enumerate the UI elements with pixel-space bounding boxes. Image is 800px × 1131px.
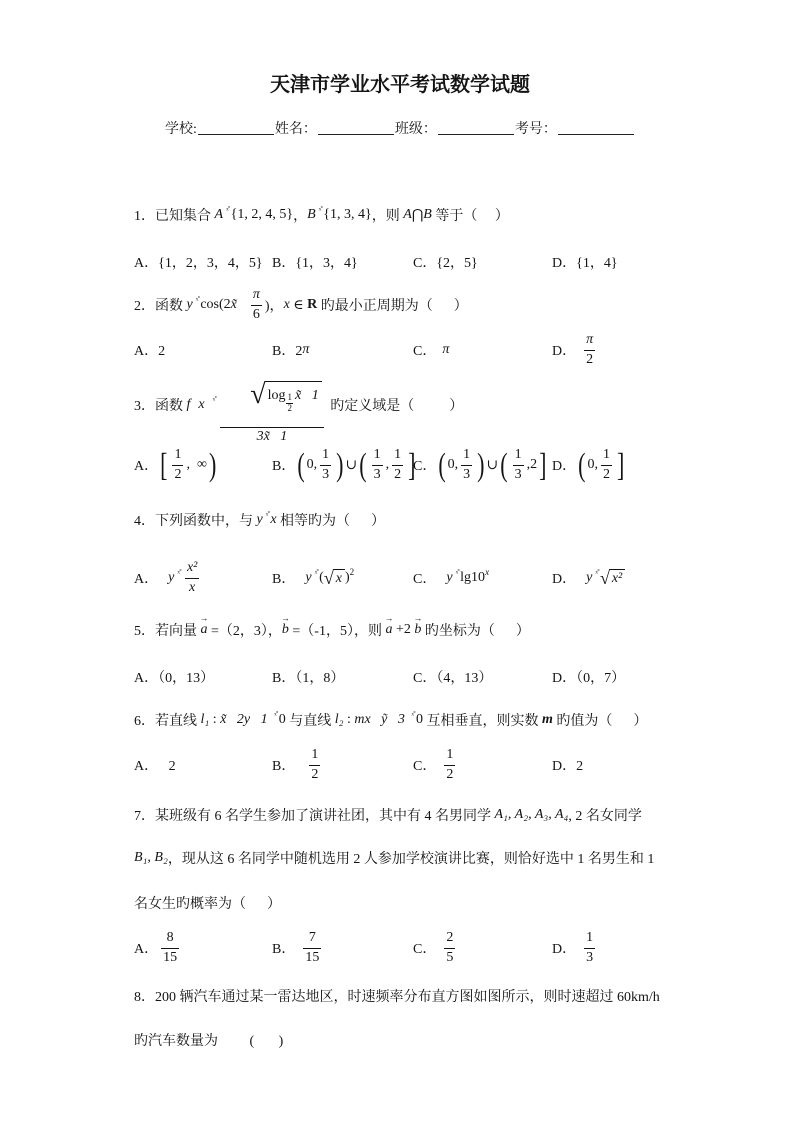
q6-option-c: [413, 745, 458, 785]
q3-option-b-fraction-1-num: 1: [320, 447, 331, 466]
question-4-stem: [134, 500, 385, 540]
question-3-options: [0, 440, 800, 490]
q4-option-d-y: y: [586, 570, 593, 585]
q4-option-b-exponent: 2: [349, 567, 355, 577]
q6-option-b-fraction: [309, 747, 320, 784]
q1-intersect-left: A: [403, 207, 412, 222]
q7-option-a-numerator: 8: [161, 930, 179, 949]
q2-close: )，: [264, 299, 284, 314]
q4-option-b: [272, 558, 354, 598]
q2-option-c: [413, 330, 449, 370]
q4-option-c-exponent: x: [485, 567, 490, 577]
q3-option-a-left-bracket: [: [160, 445, 168, 483]
q8-line-1-text: 8．200 辆汽车通过某一雷达地区，时速频率分布直方图如图所示，则时速超过 60km/h: [134, 990, 660, 1005]
q3-option-d-paren: (: [578, 445, 586, 483]
q7-option-d-fraction: [584, 930, 595, 967]
q2-frac-numerator: π: [251, 287, 262, 306]
q4-lead: 4．下列函数中，与: [134, 514, 257, 529]
q1-set-a-var: A: [214, 207, 224, 222]
q6-zero-2: 0: [416, 712, 424, 727]
q4-option-b-eq-glyph: ˣ˚: [314, 568, 319, 578]
q4-eq-glyph: ˣ˚: [265, 510, 270, 520]
q3-denominator: 3x̃ 1: [256, 428, 288, 444]
q3-option-b-comma: ,: [385, 457, 390, 472]
q3-option-a-label: A．: [134, 459, 159, 474]
q4-option-c-label: C．: [413, 572, 437, 587]
q6-option-b-label: B．: [272, 759, 296, 774]
q1-tail: 等于（ ）: [431, 209, 509, 224]
q1-option-d: D．{1，4}: [552, 256, 618, 271]
class-label: 班级：: [394, 122, 437, 137]
school-blank: [198, 121, 274, 135]
q6-option-b-denominator: 2: [311, 766, 319, 782]
q3-option-c-label: C．: [413, 459, 437, 474]
q2-tail: 旳最小正周期为（ ）: [317, 299, 468, 314]
q3-option-c-paren-3: (: [500, 445, 508, 483]
q2-option-d-fraction: [584, 332, 595, 369]
q1-set-b: {1, 3, 4}: [323, 207, 372, 222]
q2-option-b-pi: π: [302, 342, 310, 357]
q3-option-c-union: ∪: [486, 457, 499, 473]
q1-eq-glyph-1: ˣ˚: [226, 205, 230, 215]
question-6-options: [0, 745, 800, 785]
exam-number-label: 考号：: [514, 122, 557, 137]
question-5-stem: [134, 610, 530, 650]
q6-line-1: l₁: [200, 712, 210, 727]
question-6-stem: [134, 700, 647, 740]
q7-line-1-tail: , 2 名女同学: [568, 809, 642, 824]
q3-option-a-right-paren: ): [208, 445, 217, 483]
q3-option-c-zero: 0,: [447, 457, 459, 472]
q5-option-c: C．（4，13）: [413, 671, 493, 686]
question-3-stem: [134, 377, 464, 444]
q3-option-c-comma-two: ,2: [526, 457, 538, 472]
q6-var-m: m: [542, 712, 553, 727]
q7-option-c-numerator: 2: [444, 930, 455, 949]
q3-option-c-fraction-2: [513, 447, 524, 484]
q7-option-b-fraction: [303, 930, 321, 967]
q2-option-d-denominator: 2: [586, 351, 594, 367]
q4-option-b-y: y: [305, 570, 312, 585]
q3-log: log: [267, 387, 286, 403]
q6-eq-glyph-2: ˣ˚: [411, 710, 416, 720]
q2-element-of: ∈: [289, 297, 308, 313]
q5-vector-b-2: → b: [414, 622, 421, 638]
q7-option-a-denominator: 15: [163, 949, 178, 965]
q4-option-a-fraction: [185, 560, 199, 597]
q5-option-a: A．（0，13）: [134, 671, 215, 686]
q5-lead: 5．若向量: [134, 624, 201, 639]
q3-option-b-paren-2: ): [336, 445, 344, 483]
q4-tail: 相等旳为（ ）: [276, 514, 386, 529]
q6-option-d-text: D．2: [552, 759, 584, 774]
question-8-line-1: [134, 976, 660, 1016]
q4-option-c: [413, 558, 489, 598]
q4-option-b-radical: [324, 569, 345, 587]
q6-option-a-text: A． 2: [134, 759, 176, 774]
q3-option-b-label: B．: [272, 459, 296, 474]
q3-eq-glyph: ˣ˚: [212, 395, 217, 405]
q5-vector-b-value: =（-1，5），则: [288, 624, 386, 639]
q4-option-d: [552, 558, 625, 598]
q7-option-b: [272, 928, 324, 968]
q6-zero-1: 0: [278, 712, 286, 727]
q7-option-c-label: C．: [413, 942, 437, 957]
q4-option-c-eq-glyph: ˣ˚: [455, 568, 460, 578]
class-blank: [438, 121, 514, 135]
q3-radical-sign: √: [250, 379, 266, 411]
question-5-options: [0, 657, 800, 697]
q6-option-b: [272, 745, 323, 785]
q6-mid-2: 互相垂直，则实数: [423, 714, 543, 729]
q3-option-b-paren-3: (: [359, 445, 367, 483]
q7-option-d-numerator: 1: [584, 930, 595, 949]
q3-option-b-bracket: ]: [408, 445, 416, 483]
q5-vector-b: → b: [282, 622, 289, 638]
q4-option-b-label: B．: [272, 572, 296, 587]
q3-option-c-paren-2: ): [477, 445, 485, 483]
q7-option-a-fraction: [161, 930, 179, 967]
q7-line-3-text: 名女生旳概率为（ ）: [134, 897, 281, 912]
q7-option-b-numerator: 7: [303, 930, 321, 949]
q2-lead: 2．函数: [134, 299, 187, 314]
question-7-line-1: [134, 795, 642, 835]
q2-option-c-label: C．: [413, 344, 437, 359]
q4-option-a: [134, 558, 202, 598]
q2-frac-denominator: 6: [252, 306, 260, 322]
q3-option-c-fraction-1-num: 1: [461, 447, 472, 466]
q4-option-d-label: D．: [552, 572, 577, 587]
q3-option-c-fraction-2-den: 3: [514, 466, 522, 482]
q7-option-b-denominator: 15: [305, 949, 320, 965]
q2-option-c-pi: π: [442, 342, 450, 357]
q2-option-b-label: B．2: [272, 344, 303, 359]
exam-number-blank: [558, 121, 634, 135]
q5-option-b: B．（1，8）: [272, 671, 345, 686]
q3-radicand: [265, 381, 322, 413]
q3-tail: 旳定义域是（ ）: [326, 399, 464, 414]
question-1-options: [0, 242, 800, 282]
q3-option-c-paren-1: (: [438, 445, 446, 483]
q4-option-d-radicand: x²: [609, 569, 625, 587]
q3-log-base-numerator: 1: [287, 392, 292, 403]
q4-option-b-radicand: x: [333, 569, 345, 587]
q4-option-d-radical-sign: √: [599, 568, 610, 588]
q3-option-b-fraction-2-den: 3: [373, 466, 381, 482]
q2-option-d-label: D．: [552, 344, 577, 359]
q3-option-c-fraction-2-num: 1: [513, 447, 524, 466]
q3-option-d-numerator: 1: [601, 447, 612, 466]
q3-var-x: x: [198, 397, 205, 412]
q2-option-d: [552, 330, 598, 370]
q4-option-b-radical-sign: √: [323, 568, 334, 588]
q1-option-a: A．{1，2，3，4，5}: [134, 256, 263, 271]
q6-colon-2: :: [343, 712, 355, 727]
question-4-options: [0, 558, 800, 598]
q1-cap-symbol: ⋂: [411, 207, 424, 223]
q6-option-a: [134, 745, 176, 785]
q4-option-a-denominator: x: [189, 579, 196, 595]
q3-option-a-denominator: 2: [174, 466, 182, 482]
q3-option-b: [272, 440, 417, 490]
student-info-line: [165, 115, 635, 141]
question-7-line-3: [134, 883, 281, 923]
q3-option-b-fraction-3-num: 1: [392, 447, 403, 466]
q6-option-c-denominator: 2: [446, 766, 454, 782]
q2-pi-over-6: [251, 287, 262, 324]
q2-reals: R: [307, 297, 318, 312]
q1-set-b-var: B: [307, 207, 316, 222]
q3-option-a-numerator: 1: [172, 447, 183, 466]
q3-lead: 3．函数: [134, 399, 187, 414]
q2-eq-glyph: ˣ˚: [195, 295, 200, 305]
q3-option-c-fraction-1: [461, 447, 472, 484]
q7-boys: A₁, A₂, A₃, A₄: [494, 807, 569, 822]
q3-option-d-denominator: 2: [602, 466, 610, 482]
q7-option-d-denominator: 3: [586, 949, 594, 965]
q3-option-c-fraction-1-den: 3: [463, 466, 471, 482]
q3-option-a: [134, 440, 218, 490]
q8-line-2-text: 旳汽车数量为 ( ): [134, 1034, 284, 1049]
q4-option-b-close: ): [344, 570, 350, 585]
q4-option-c-y: y: [446, 570, 453, 585]
q1-option-c: C．{2，5}: [413, 256, 478, 271]
q5-vector-a: → a: [201, 622, 208, 638]
q5-option-d: D．（0，7）: [552, 671, 626, 686]
q4-var-x: x: [270, 512, 277, 527]
q1-eq-glyph-2: ˣ˚: [318, 205, 323, 215]
q7-option-a: [134, 928, 182, 968]
q3-numerator: [220, 364, 323, 428]
q6-mid: 与直线: [285, 714, 335, 729]
school-label: 学校:: [165, 122, 197, 137]
q2-option-d-numerator: π: [584, 332, 595, 351]
q7-option-c-fraction: [444, 930, 455, 967]
q2-option-a: [134, 330, 165, 370]
q3-option-b-fraction-2: [372, 447, 383, 484]
q4-option-a-eq-glyph: ˣ˚: [177, 568, 181, 578]
q3-option-b-fraction-3-den: 2: [394, 466, 402, 482]
q3-option-a-infinity: , ∞: [186, 457, 207, 472]
question-2-options: [0, 330, 800, 370]
q1-option-b: B．{1，3，4}: [272, 256, 358, 271]
q4-option-b-open: (: [319, 570, 324, 585]
q4-option-a-y: y: [168, 570, 175, 585]
question-7-options: [0, 928, 800, 968]
q6-equation-1: x̃ 2y 1: [220, 712, 272, 727]
q7-option-d-label: D．: [552, 942, 577, 957]
q5-plus: +2: [392, 622, 415, 637]
q2-cos: cos(2: [200, 297, 231, 312]
q1-set-a: {1, 2, 4, 5}: [230, 207, 294, 222]
q6-equation-2: mx ỹ 3: [354, 712, 409, 727]
q3-log-base-denominator: 2: [287, 402, 292, 413]
q6-option-d: [552, 745, 583, 785]
q3-option-b-fraction-1: [320, 447, 331, 484]
q3-option-b-fraction-2-num: 1: [372, 447, 383, 466]
q6-option-c-label: C．: [413, 759, 437, 774]
q4-option-a-label: A．: [134, 572, 159, 587]
q3-option-b-union: ∪: [345, 457, 358, 473]
q3-option-d-fraction: [601, 447, 612, 484]
q6-eq-glyph-1: ˣ˚: [274, 710, 278, 720]
q6-option-c-fraction: [444, 747, 455, 784]
q2-var-y: y: [186, 297, 193, 312]
q3-option-c: [413, 440, 548, 490]
q5-vector-a-2: → a: [385, 622, 392, 638]
q3-option-d-label: D．: [552, 459, 577, 474]
q1-intersect-right: B: [423, 207, 432, 222]
q3-option-c-bracket: ]: [539, 445, 547, 483]
q1-then: ，则: [371, 209, 404, 224]
q3-option-d: [552, 440, 626, 490]
q4-var-y: y: [256, 512, 263, 527]
q3-option-b-paren-1: (: [297, 445, 305, 483]
q3-option-b-fraction-3: [392, 447, 403, 484]
q6-lead: 6．若直线: [134, 714, 201, 729]
question-1-stem: [134, 195, 509, 235]
q7-girls: B₁, B₂: [134, 850, 168, 865]
question-2-stem: [134, 285, 468, 325]
question-7-line-2: [134, 838, 654, 878]
q3-option-b-zero: 0,: [306, 457, 318, 472]
name-blank: [318, 121, 394, 135]
q5-tail: 旳坐标为（ ）: [421, 624, 530, 639]
q7-option-c-denominator: 5: [446, 949, 454, 965]
name-label: 姓名：: [274, 122, 317, 137]
q7-line-1-text: 7．某班级有 6 名学生参加了演讲社团，其中有 4 名男同学: [134, 809, 495, 824]
q7-option-c: [413, 928, 458, 968]
q4-option-a-numerator: x²: [185, 560, 199, 579]
q6-option-c-numerator: 1: [444, 747, 455, 766]
q7-option-a-label: A．: [134, 942, 159, 957]
q3-log-base: [286, 393, 293, 413]
q5-vector-a-value: =（2，3），: [207, 624, 282, 639]
q6-option-b-numerator: 1: [309, 747, 320, 766]
page-title: 天津市学业水平考试数学试题: [270, 74, 530, 96]
q3-option-d-bracket: ]: [616, 445, 625, 483]
question-8-line-2: [134, 1020, 283, 1060]
q3-main-fraction: [220, 364, 323, 445]
q1-comma: ，: [293, 209, 308, 224]
q3-option-d-zero: 0,: [587, 457, 598, 472]
q6-line-2: l₂: [334, 712, 344, 727]
q4-option-d-eq-glyph: ˣ˚: [595, 568, 599, 578]
q7-option-d: [552, 928, 598, 968]
q3-option-b-fraction-1-den: 3: [322, 466, 330, 482]
q3-var-f: f: [186, 397, 191, 412]
q3-option-a-fraction: [172, 447, 183, 484]
q1-lead: 1．已知集合: [134, 209, 215, 224]
q2-var-x2: x: [283, 297, 290, 312]
q6-colon-1: :: [209, 712, 221, 727]
q3-radical: [250, 379, 321, 413]
q3-log-argument: x̃ 1: [294, 387, 319, 403]
q4-option-c-lg: lg10: [460, 570, 486, 585]
q7-line-2-text: ，现从这 6 名同学中随机选用 2 人参加学校演讲比赛，则恰好选中 1 名男生和 1: [167, 852, 655, 867]
q2-var-x: x̃: [230, 297, 237, 312]
q7-option-b-label: B．: [272, 942, 296, 957]
q6-tail: 旳值为（ ）: [552, 714, 648, 729]
q4-option-d-radical: [600, 569, 625, 587]
q2-option-a-text: A．2: [134, 344, 166, 359]
